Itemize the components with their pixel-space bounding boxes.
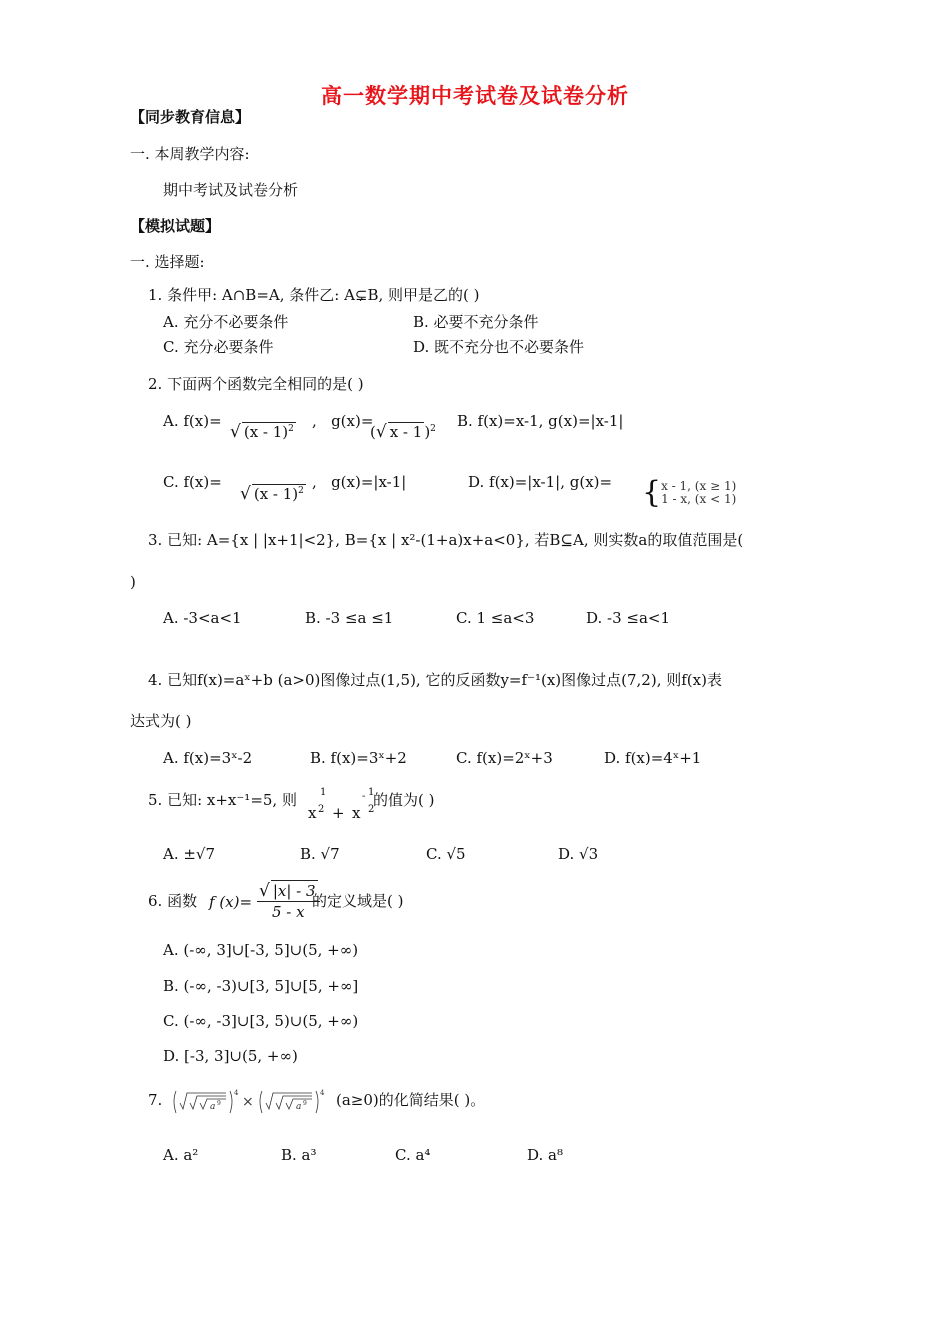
question-6-option-d: D. [-3, 3]∪(5, +∞) (163, 1047, 298, 1065)
radical-sign-icon: √ (240, 484, 251, 504)
question-5-option-a: A. ±√7 (163, 845, 216, 863)
question-7-expression (170, 1085, 332, 1119)
question-7-number: 7. (148, 1091, 163, 1109)
question-4-stem: 4. 已知f(x)=aˣ+b (a>0)图像过点(1,5), 它的反函数y=f⁻¹(x)图像过点(7,2), 则f(x)表 (148, 671, 722, 689)
question-4-option-d: D. f(x)=4ˣ+1 (604, 749, 702, 767)
question-2-option-b: B. f(x)=x-1, g(x)=|x-1| (457, 412, 624, 430)
question-5-stem-pre: 5. 已知: x+x⁻¹=5, 则 (148, 791, 297, 809)
question-7-stem-post: (a≥0)的化简结果( )。 (336, 1091, 486, 1109)
svg-text:a: a (210, 1102, 216, 1112)
svg-text:9: 9 (303, 1100, 307, 1107)
left-brace-icon: { (642, 475, 662, 510)
question-3-option-c: C. 1 ≤a<3 (456, 609, 535, 627)
question-7-option-a: A. a² (163, 1146, 199, 1164)
section-content-text: 期中考试及试卷分析 (163, 181, 299, 199)
svg-text:×: × (242, 1094, 254, 1110)
question-6-option-b: B. (-∞, -3)∪[3, 5]∪[5, +∞] (163, 977, 359, 995)
question-7-option-b: B. a³ (281, 1146, 317, 1164)
option-a-f-label: A. f(x)= (163, 412, 222, 430)
question-2-stem: 2. 下面两个函数完全相同的是( ) (148, 375, 364, 393)
section-header-mock: 【模拟试题】 (130, 217, 221, 235)
section-header-info: 【同步教育信息】 (130, 108, 251, 126)
question-7-option-d: D. a⁸ (527, 1146, 563, 1164)
radical-sign-icon: √ (375, 422, 387, 442)
question-7-option-c: C. a⁴ (395, 1146, 431, 1164)
question-3-option-b: B. -3 ≤a ≤1 (305, 609, 394, 627)
page-title: 高一数学期中考试卷及试卷分析 (321, 83, 629, 108)
question-6-stem-pre: 6. 函数 (148, 892, 198, 910)
radical-sign-icon: √ (230, 422, 241, 442)
question-4-option-b: B. f(x)=3ˣ+2 (310, 749, 407, 767)
svg-text:a: a (296, 1102, 302, 1112)
svg-text:4: 4 (234, 1089, 239, 1097)
question-5-stem-post: 的值为( ) (373, 791, 435, 809)
question-1-option-c: C. 充分必要条件 (163, 338, 274, 356)
option-a-g-radical: (√ x - 1 )$^2$ (370, 422, 436, 442)
svg-text:9: 9 (217, 1100, 221, 1107)
section-item-choice: 一. 选择题: (130, 253, 205, 271)
option-a-f-radical: √ (x - 1)$^2$ (230, 422, 294, 442)
question-4-option-c: C. f(x)=2ˣ+3 (456, 749, 553, 767)
question-4-stem-cont: 达式为( ) (130, 712, 192, 730)
question-6-option-c: C. (-∞, -3]∪[3, 5)∪(5, +∞) (163, 1012, 359, 1030)
option-c-f-radical: √ (x - 1)$^2$ (240, 484, 304, 504)
question-2-option-c: C. f(x)= (163, 473, 222, 491)
question-3-stem-cont: ) (130, 573, 136, 591)
question-6-option-a: A. (-∞, 3]∪[-3, 5]∪(5, +∞) (163, 941, 359, 959)
question-1-option-d: D. 既不充分也不必要条件 (413, 338, 585, 356)
question-5-option-b: B. √7 (300, 845, 340, 863)
option-a-g-label: , g(x)= (312, 412, 374, 430)
question-5-option-d: D. √3 (558, 845, 599, 863)
option-c-g-label: , g(x)=|x-1| (312, 473, 407, 491)
question-1-stem: 1. 条件甲: A∩B=A, 条件乙: A⊊B, 则甲是乙的( ) (148, 286, 480, 304)
question-3-option-d: D. -3 ≤a<1 (586, 609, 671, 627)
question-3-option-a: A. -3<a<1 (163, 609, 242, 627)
question-6-stem-post: 的定义域是( ) (312, 892, 404, 910)
section-item-content: 一. 本周教学内容: (130, 145, 250, 163)
question-5-option-c: C. √5 (426, 845, 466, 863)
question-4-option-a: A. f(x)=3ˣ-2 (163, 749, 253, 767)
question-2-option-d: D. f(x)=|x-1|, g(x)= (468, 473, 613, 491)
question-2-option-a (163, 412, 222, 430)
exam-page: 高一数学期中考试卷及试卷分析 【同步教育信息】 一. 本周教学内容: 期中考试及试卷分析 【模拟试题】 一. 选择题: 1. 条件甲: A∩B=A, 条件乙: A⊊B, 则甲是乙的( ) A. 充分不必要条件 B. 必要不充分条件 C. 充分必要条件 D. 既不充分也不必要条件 2. 下面两个函数完全相同的是( ) A. f(x)= √ (x - 1)$^2$ , g(x)= (√ x - 1 )$^2$ B. f(x)=x-1, g(x)=|x-1| C. f(x)= √ (x - 1)$^2$ , g(x)=|x-1| D. f(x)=|x-1|, g(x)= { x - 1, (x ≥ 1) 1 - x, (x < 1) 3. 已知: A={x | |x+1|<2}, B={x | x²-(1+a)x+a<0}, 若B⊆A, 则实数a的取值范围是( ) A. -3<a<1 B. -3 ≤a ≤1 C. 1 ≤a<3 D. -3 ≤a<1 4. 已知f(x)=aˣ+b (a>0)图像过点(1,5), 它的反函数y=f⁻¹(x)图像过点(7,2), 则f(x)表 达式为( ) A. f(x)=3ˣ-2 B. f(x)=3ˣ+2 C. f(x)=2ˣ+3 D. f(x)=4ˣ+1 5. 已知: x+x⁻¹=5, 则 1 x 2 + x - 1 2 的值为( ) A. ±√7 B. √7 C. √5 D. √3 6. 函数 f (x)= $\frac{√ |x| - 3}{5 - x}$ 的定义域是( ) A. (-∞, 3]∪[-3, 5]∪(5, +∞) B. (-∞, -3)∪[3, 5]∪[5, +∞] C. (-∞, -3]∪[3, 5)∪(5, +∞) D. [-3, 3]∪(5, +∞) 7. a 9 a 9 4 4 × (a≥0)的化简结果( )。 A. a² B. a³ C. a⁴ D. a⁸ (0, 0, 950, 1344)
question-1-option-a: A. 充分不必要条件 (163, 313, 289, 331)
svg-text:4: 4 (320, 1089, 325, 1097)
option-d-piecewise: { x - 1, (x ≥ 1) 1 - x, (x < 1) (642, 475, 737, 510)
question-1-option-b: B. 必要不充分条件 (413, 313, 539, 331)
question-3-stem: 3. 已知: A={x | |x+1|<2}, B={x | x²-(1+a)x+a<0}, 若B⊆A, 则实数a的取值范围是( (148, 531, 744, 549)
